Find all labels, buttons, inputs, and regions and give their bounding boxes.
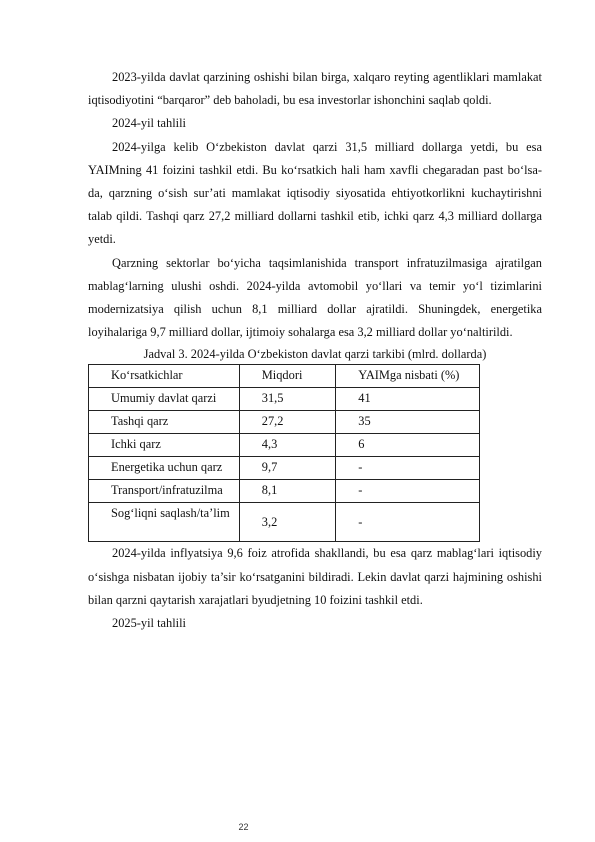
table-caption: Jadval 3. 2024-yilda O‘zbekiston davlat qarzi tarkibi (mlrd. dollarda): [143, 347, 487, 362]
table-header-cell: YAIMga nisbati (%): [336, 365, 480, 388]
table-cell: Energetika uchun qarz: [89, 457, 240, 480]
table-cell: 41: [336, 388, 480, 411]
debt-structure-table: [88, 364, 480, 542]
document-body: [88, 66, 542, 635]
table-row: [89, 411, 480, 434]
table-cell: Transport/infratuzilma: [89, 480, 240, 503]
table-cell: 4,3: [239, 434, 335, 457]
table-header-cell: Miqdori: [239, 365, 335, 388]
paragraph-rating: 2023-yilda davlat qarzining oshishi bilan birga, xalqaro reyting agentliklari mamlakat iqtisodiyotini “barqaror” deb baholadi, bu esa investorlar ishonchini saqlab qoldi.: [88, 70, 542, 108]
table-cell: 6: [336, 434, 480, 457]
table-cell: 9,7: [239, 457, 335, 480]
table-cell: Ichki qarz: [89, 434, 240, 457]
table-cell: -: [336, 457, 480, 480]
table-row: [89, 457, 480, 480]
table-row: [89, 503, 480, 542]
table-header-cell: Ko‘rsatkichlar: [89, 365, 240, 388]
table-cell: 27,2: [239, 411, 335, 434]
paragraph-sector-distribution: Qarzning sektorlar bo‘yicha taqsimlanishida transport infratuzilmasiga ajratilgan mablag‘larning ulushi oshdi. 2024-yilda avtomobil yo‘llari va temir yo‘l tizimlarini modernizatsiya qilish uchun 8,1 milliard dollar ajratildi. Shuningdek, energetika loyihalariga 9,7 milliard dollar, ijtimoiy sohalarga esa 3,2 milliard dollar yo‘naltirildi.: [88, 255, 542, 340]
table-cell: Umumiy davlat qarzi: [89, 388, 240, 411]
table-row: [89, 434, 480, 457]
section-heading-2024: 2024-yil tahlili: [112, 116, 186, 131]
table-row: [89, 388, 480, 411]
table-cell: -: [336, 503, 480, 542]
table-cell: 35: [336, 411, 480, 434]
paragraph-inflation: 2024-yilda inflyatsiya 9,6 foiz atrofida shakllandi, bu esa qarz mablag‘lari iqtisodiy o‘sishga nisbatan ijobiy ta’sir ko‘rsatganini bildiradi. Lekin davlat qarzi hajmining oshishi bilan qarzni qaytarish xarajatlari byudjetning 10 foizini tashkil etdi.: [88, 546, 542, 607]
page-number-text: 22: [238, 822, 249, 832]
table-cell: 8,1: [239, 480, 335, 503]
table-cell: 3,2: [239, 503, 335, 542]
table-cell: 31,5: [239, 388, 335, 411]
table-cell: -: [336, 480, 480, 503]
section-heading-2025: 2025-yil tahlili: [112, 616, 186, 631]
paragraph-debt-2024: 2024-yilga kelib O‘zbekiston davlat qarzi 31,5 milliard dollarga yetdi, bu esa YAIMning 41 foizini tashkil etdi. Bu ko‘rsatkich hali ham xavfli chegaradan past bo‘lsa-da, qarzning o‘sish sur’ati mamlakat iqtisodiy siyosatida ehtiyotkorlikni kuchaytirishni talab qildi. Tashqi qarz 27,2 milliard dollarni tashkil etib, ichki qarz 4,3 milliard dollarga yetdi.: [88, 139, 542, 247]
table-cell: Tashqi qarz: [89, 411, 240, 434]
table-cell: Sog‘liqni saqlash/ta’lim: [89, 503, 240, 542]
page-number: [0, 822, 595, 832]
table-header-row: [89, 365, 480, 388]
table-row: [89, 480, 480, 503]
